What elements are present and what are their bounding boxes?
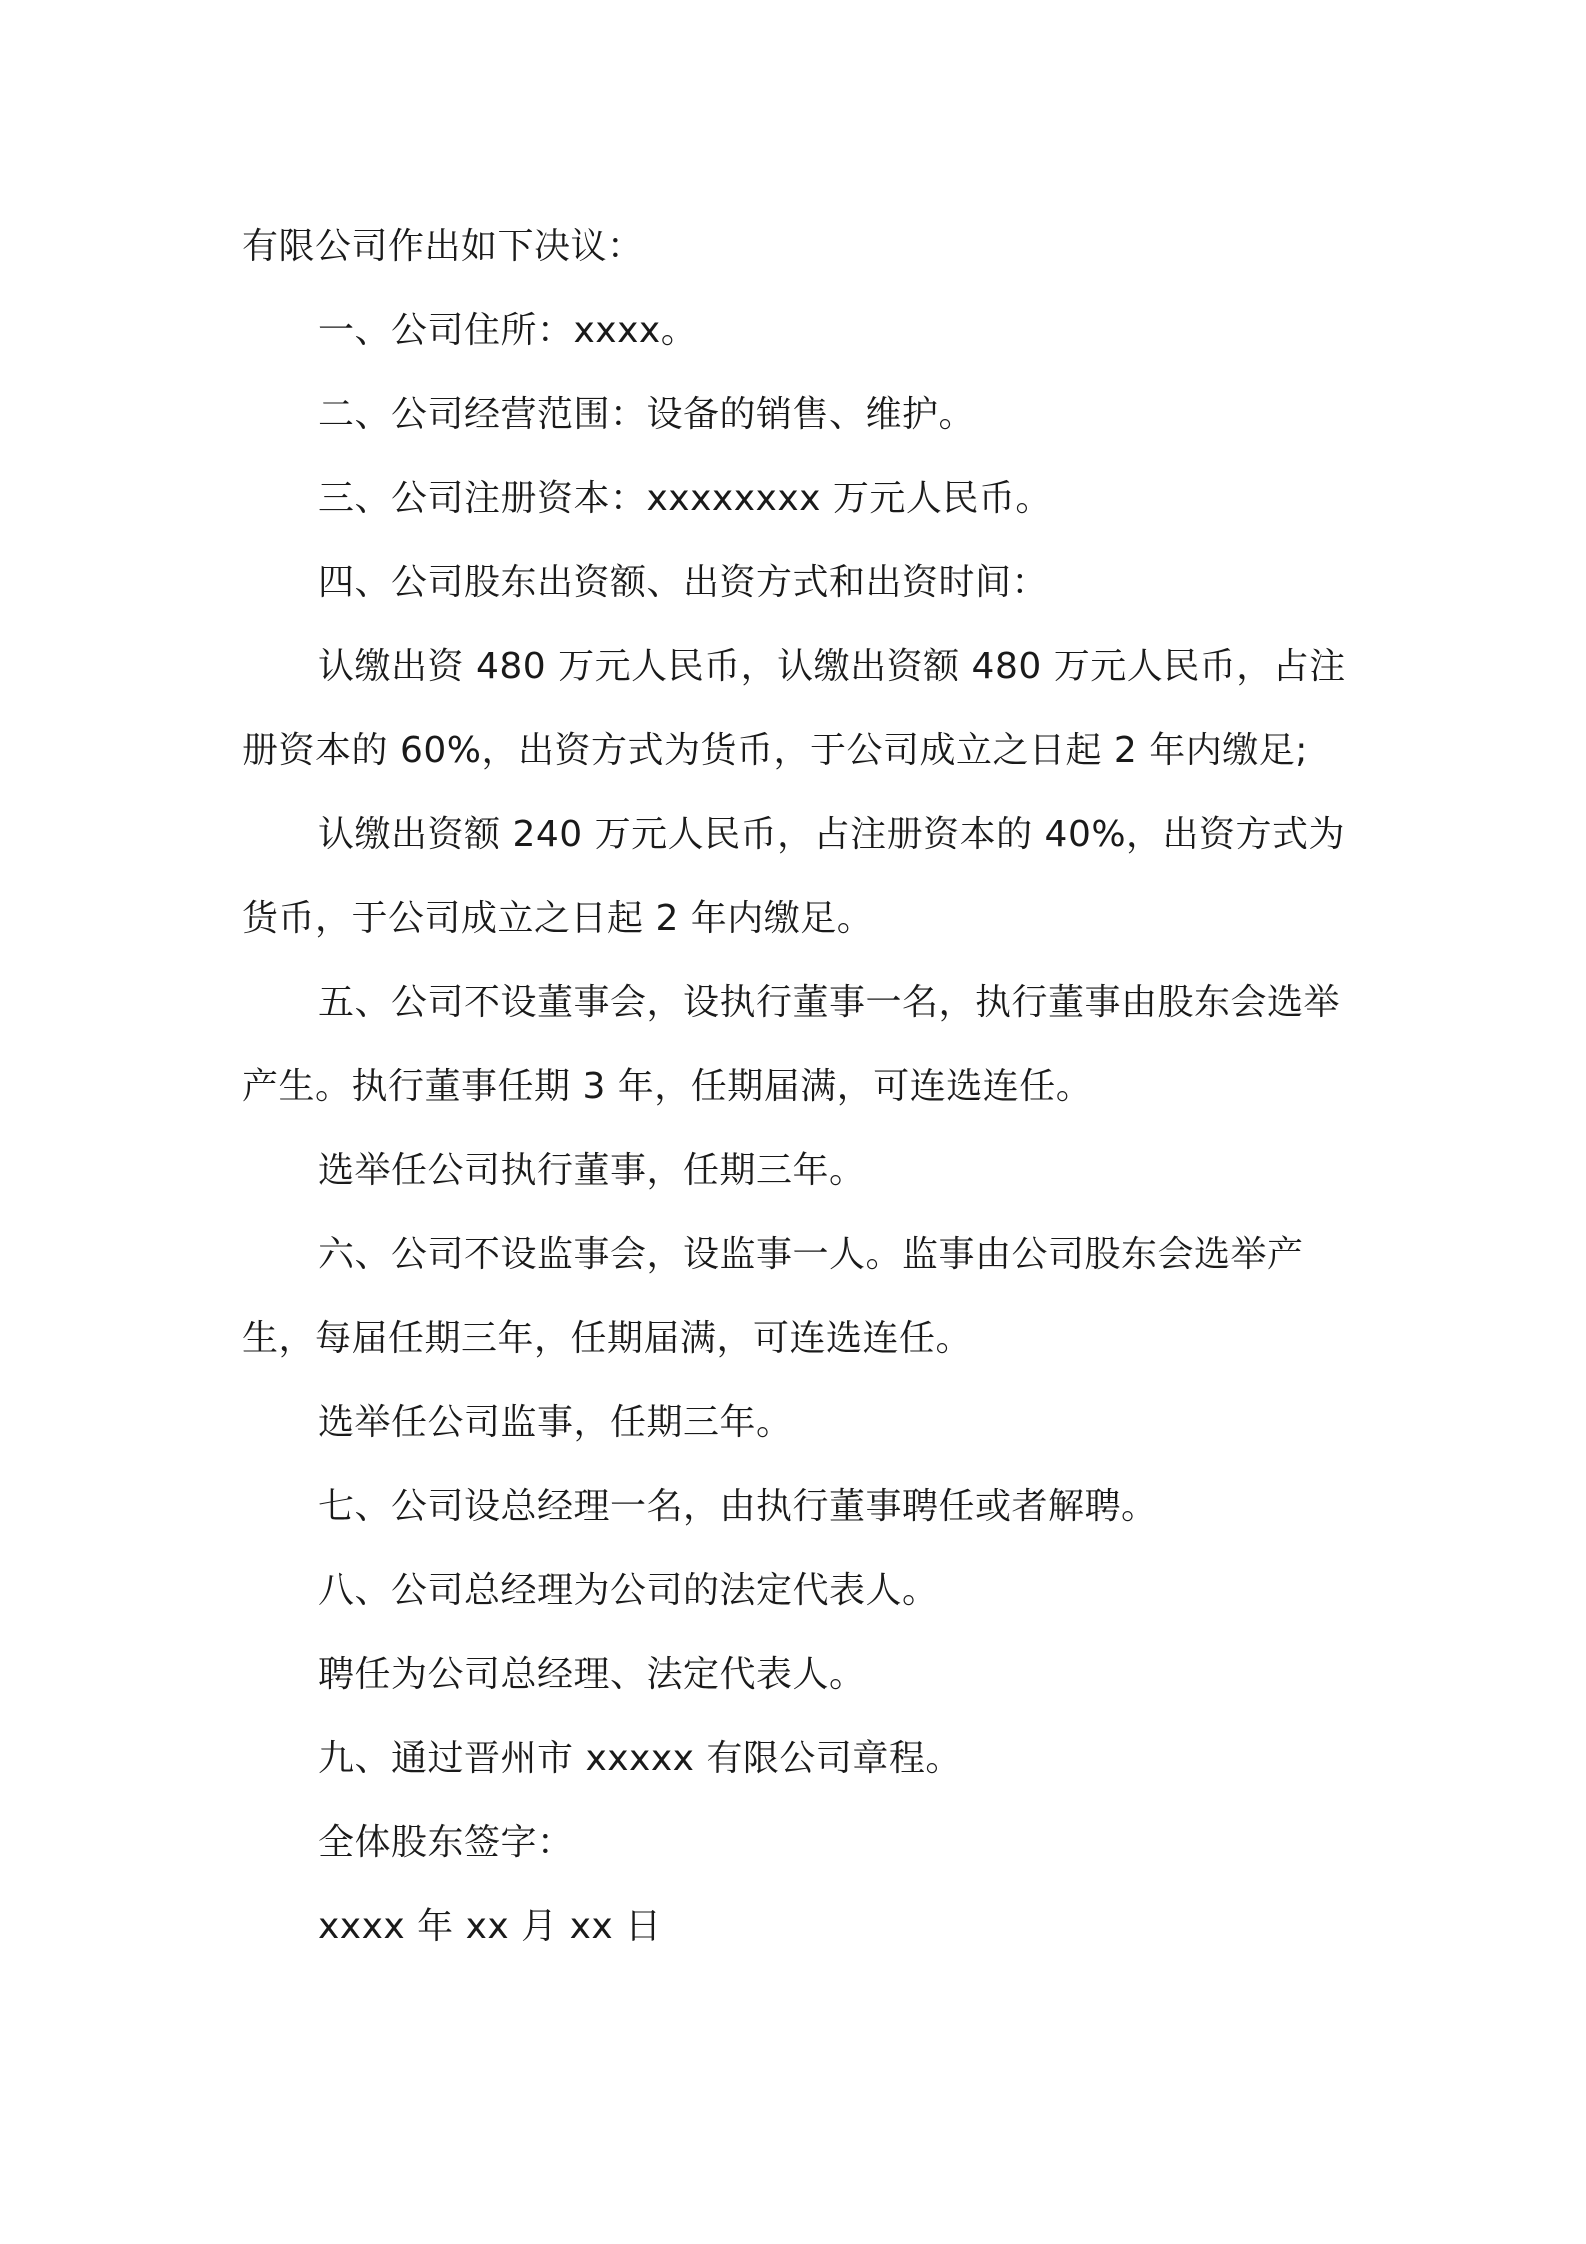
contribution-shareholder-one: 认缴出资 480 万元人民币，认缴出资额 480 万元人民币，占注册资本的 60%，出资方式为货币，于公司成立之日起 2 年内缴足;	[242, 646, 1346, 771]
contribution-shareholder-two: 认缴出资额 240 万元人民币，占注册资本的 40%，出资方式为货币，于公司成立之日起 2 年内缴足。	[242, 814, 1346, 939]
resolution-item-articles: 九、通过晋州市 xxxxx 有限公司章程。	[318, 1738, 962, 1779]
executive-director-election: 选举任公司执行董事，任期三年。	[318, 1150, 866, 1191]
resolution-item-general-manager: 七、公司设总经理一名，由执行董事聘任或者解聘。	[318, 1486, 1158, 1527]
general-manager-appointment: 聘任为公司总经理、法定代表人。	[318, 1654, 866, 1695]
supervisor-election: 选举任公司监事，任期三年。	[318, 1402, 793, 1443]
shareholder-signature-line: 全体股东签字：	[318, 1822, 574, 1863]
resolution-item-supervisor: 六、公司不设监事会，设监事一人。监事由公司股东会选举产生，每届任期三年，任期届满，可连选连任。	[242, 1234, 1304, 1359]
intro-line: 有限公司作出如下决议：	[242, 226, 644, 267]
resolution-item-executive-director: 五、公司不设董事会，设执行董事一名，执行董事由股东会选举产生。执行董事任期 3 年，任期届满，可连选连任。	[242, 982, 1341, 1107]
document-body	[242, 205, 1362, 1969]
date-line: xxxx 年 xx 月 xx 日	[318, 1906, 662, 1947]
resolution-item-registered-capital: 三、公司注册资本：xxxxxxxx 万元人民币。	[318, 478, 1052, 519]
resolution-item-address: 一、公司住所：xxxx。	[318, 310, 698, 351]
resolution-item-capital-contribution: 四、公司股东出资额、出资方式和出资时间：	[318, 562, 1049, 603]
resolution-item-business-scope: 二、公司经营范围：设备的销售、维护。	[318, 394, 976, 435]
resolution-item-legal-representative: 八、公司总经理为公司的法定代表人。	[318, 1570, 939, 1611]
